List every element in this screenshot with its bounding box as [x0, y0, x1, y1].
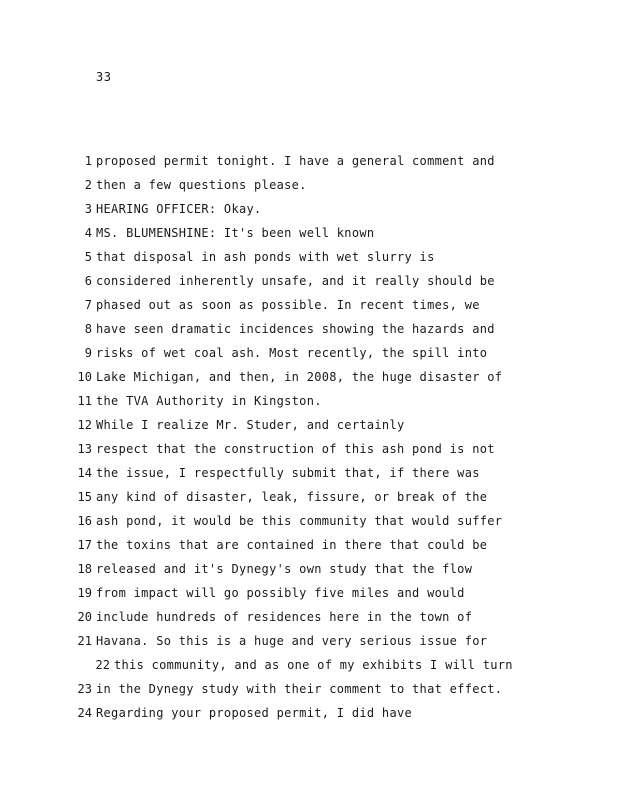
- line-text: in the Dynegy study with their comment to that effect.: [96, 682, 503, 696]
- line-number: 24: [77, 706, 92, 720]
- transcript-line: [0, 440, 618, 464]
- line-text: MS. BLUMENSHINE: It's been well known: [96, 226, 375, 240]
- transcript-line: [0, 680, 618, 704]
- line-text: risks of wet coal ash. Most recently, the spill into: [96, 346, 488, 360]
- transcript-line: [0, 488, 618, 512]
- transcript-line: [0, 296, 618, 320]
- line-number: 10: [77, 370, 92, 384]
- line-text: considered inherently unsafe, and it really should be: [96, 274, 495, 288]
- line-text: Regarding your proposed permit, I did have: [96, 706, 413, 720]
- transcript-line: [0, 344, 618, 368]
- line-text: While I realize Mr. Studer, and certainly: [96, 418, 405, 432]
- transcript-lines: [0, 152, 618, 728]
- line-number: 9: [84, 346, 92, 360]
- transcript-line: [0, 248, 618, 272]
- transcript-line: [0, 152, 618, 176]
- line-number: 5: [84, 250, 92, 264]
- line-number: 21: [77, 634, 92, 648]
- transcript-line: [0, 512, 618, 536]
- line-number: 2: [84, 178, 92, 192]
- line-number: 4: [84, 226, 92, 240]
- line-number: 23: [77, 682, 92, 696]
- line-number: 11: [77, 394, 92, 408]
- line-number: 15: [77, 490, 92, 504]
- line-text: have seen dramatic incidences showing the hazards and: [96, 322, 495, 336]
- line-number: 18: [77, 562, 92, 576]
- line-number: 8: [84, 322, 92, 336]
- transcript-line: [0, 200, 618, 224]
- line-text: ash pond, it would be this community that would suffer: [96, 514, 503, 528]
- transcript-line: [0, 584, 618, 608]
- transcript-line: [0, 632, 618, 656]
- line-number: 3: [84, 202, 92, 216]
- line-number: 19: [77, 586, 92, 600]
- line-text: Lake Michigan, and then, in 2008, the huge disaster of: [96, 370, 503, 384]
- line-number: 7: [84, 298, 92, 312]
- line-text: phased out as soon as possible. In recent times, we: [96, 298, 480, 312]
- line-number: 22: [95, 658, 110, 672]
- transcript-line: [0, 536, 618, 560]
- line-number: 17: [77, 538, 92, 552]
- transcript-line: [0, 416, 618, 440]
- line-text: HEARING OFFICER: Okay.: [96, 202, 262, 216]
- line-text: that disposal in ash ponds with wet slurry is: [96, 250, 435, 264]
- transcript-line: [0, 320, 618, 344]
- transcript-line: [0, 656, 618, 680]
- line-text: from impact will go possibly five miles and would: [96, 586, 465, 600]
- page-number: 33: [96, 70, 112, 84]
- line-text: proposed permit tonight. I have a general comment and: [96, 154, 495, 168]
- line-text: released and it's Dynegy's own study that the flow: [96, 562, 473, 576]
- line-text: then a few questions please.: [96, 178, 307, 192]
- line-number: 20: [77, 610, 92, 624]
- line-number: 13: [77, 442, 92, 456]
- line-number: 12: [77, 418, 92, 432]
- transcript-line: [0, 176, 618, 200]
- line-text: respect that the construction of this ash pond is not: [96, 442, 495, 456]
- line-number: 14: [77, 466, 92, 480]
- line-text: the issue, I respectfully submit that, if there was: [96, 466, 480, 480]
- line-text: any kind of disaster, leak, fissure, or break of the: [96, 490, 488, 504]
- line-text: include hundreds of residences here in the town of: [96, 610, 473, 624]
- transcript-line: [0, 560, 618, 584]
- transcript-line: [0, 392, 618, 416]
- transcript-line: [0, 608, 618, 632]
- transcript-line: [0, 464, 618, 488]
- transcript-line: [0, 704, 618, 728]
- transcript-line: [0, 368, 618, 392]
- line-number: 16: [77, 514, 92, 528]
- line-text: Havana. So this is a huge and very serious issue for: [96, 634, 488, 648]
- transcript-line: [0, 272, 618, 296]
- transcript-line: [0, 224, 618, 248]
- line-number: 1: [84, 154, 92, 168]
- line-text: the toxins that are contained in there that could be: [96, 538, 488, 552]
- line-number: 6: [84, 274, 92, 288]
- line-text: the TVA Authority in Kingston.: [96, 394, 322, 408]
- line-text: this community, and as one of my exhibits I will turn: [114, 658, 513, 672]
